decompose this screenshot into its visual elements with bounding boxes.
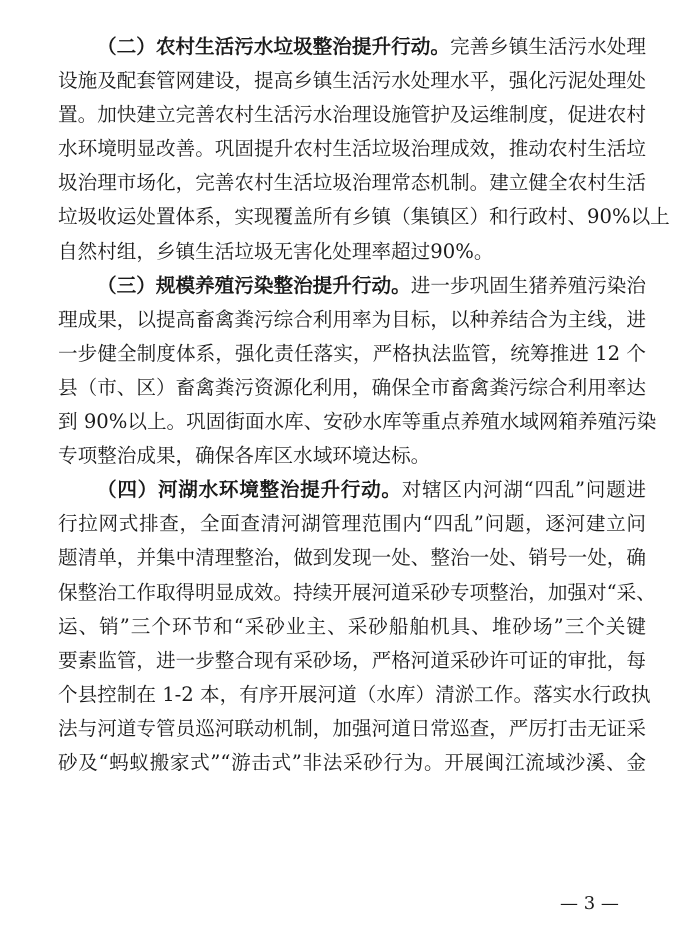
body-line: 圾治理市场化，完善农村生活垃圾治理常态机制。建立健全农村生活	[58, 171, 646, 195]
body-line: 要素监管，进一步整合现有采砂场，严格河道采砂许可证的审批，每	[58, 648, 646, 672]
body-line: 题清单，并集中清理整治，做到发现一处、整治一处、销号一处，确	[58, 546, 646, 570]
body-line: 理成果，以提高畜禽粪污综合利用率为目标，以种养结合为主线，进	[58, 307, 646, 331]
body-line: 水环境明显改善。巩固提升农村生活垃圾治理成效，推动农村生活垃	[58, 137, 646, 161]
body-line: 置。加快建立完善农村生活污水治理设施管护及运维制度，促进农村	[58, 103, 646, 127]
paragraph-first-line	[58, 473, 646, 507]
body-text: 完善乡镇生活污水处理	[449, 35, 646, 58]
body-text: 对辖区内河湖“四乱”问题进	[401, 478, 646, 502]
paragraph-river-lake-environment	[58, 473, 656, 780]
body-line: 保整治工作取得明显成效。持续开展河道采砂专项整治，加强对“采、	[58, 580, 656, 604]
body-line: 行拉网式排查，全面查清河湖管理范围内“四乱”问题，逐河建立问	[58, 512, 646, 536]
section-heading: （三）规模养殖污染整治提升行动。	[97, 273, 411, 297]
paragraph-first-line	[58, 269, 646, 303]
body-text: 进一步巩固生猪养殖污染治	[410, 273, 647, 297]
body-line: 法与河道专管员巡河联动机制，加强河道日常巡查，严厉打击无证采	[58, 716, 646, 740]
section-heading: （二）农村生活污水垃圾整治提升行动。	[97, 35, 450, 58]
body-line: 一步健全制度体系，强化责任落实，严格执法监管，统筹推进 12 个	[58, 341, 646, 365]
document-body	[58, 30, 670, 780]
body-line: 砂及“蚂蚁搬家式”“游击式”非法采砂行为。开展闽江流域沙溪、金	[58, 750, 646, 774]
paragraph-first-line	[58, 30, 646, 64]
body-line: 运、销”三个环节和“采砂业主、采砂船舶机具、堆砂场”三个关键	[58, 614, 646, 638]
body-line: 设施及配套管网建设，提高乡镇生活污水处理水平，强化污泥处理处	[58, 69, 646, 93]
section-heading: （四）河湖水环境整治提升行动。	[97, 478, 402, 502]
page-number: — 3 —	[560, 893, 619, 914]
paragraph-livestock-pollution	[58, 269, 657, 474]
body-line: 垃圾收运处置体系，实现覆盖所有乡镇（集镇区）和行政村、90%以上	[58, 205, 670, 229]
body-line: 个县控制在 1-2 本，有序开展河道（水库）清淤工作。落实水行政执	[58, 682, 651, 706]
body-line: 专项整治成果，确保各库区水域环境达标。	[58, 444, 431, 468]
body-line: 到 90%以上。巩固街面水库、安砂水库等重点养殖水域网箱养殖污染	[58, 410, 657, 434]
body-line: 县（市、区）畜禽粪污资源化利用，确保全市畜禽粪污综合利用率达	[58, 375, 646, 399]
paragraph-rural-sewage-garbage	[58, 30, 670, 269]
body-line: 自然村组，乡镇生活垃圾无害化处理率超过90%。	[58, 239, 494, 263]
